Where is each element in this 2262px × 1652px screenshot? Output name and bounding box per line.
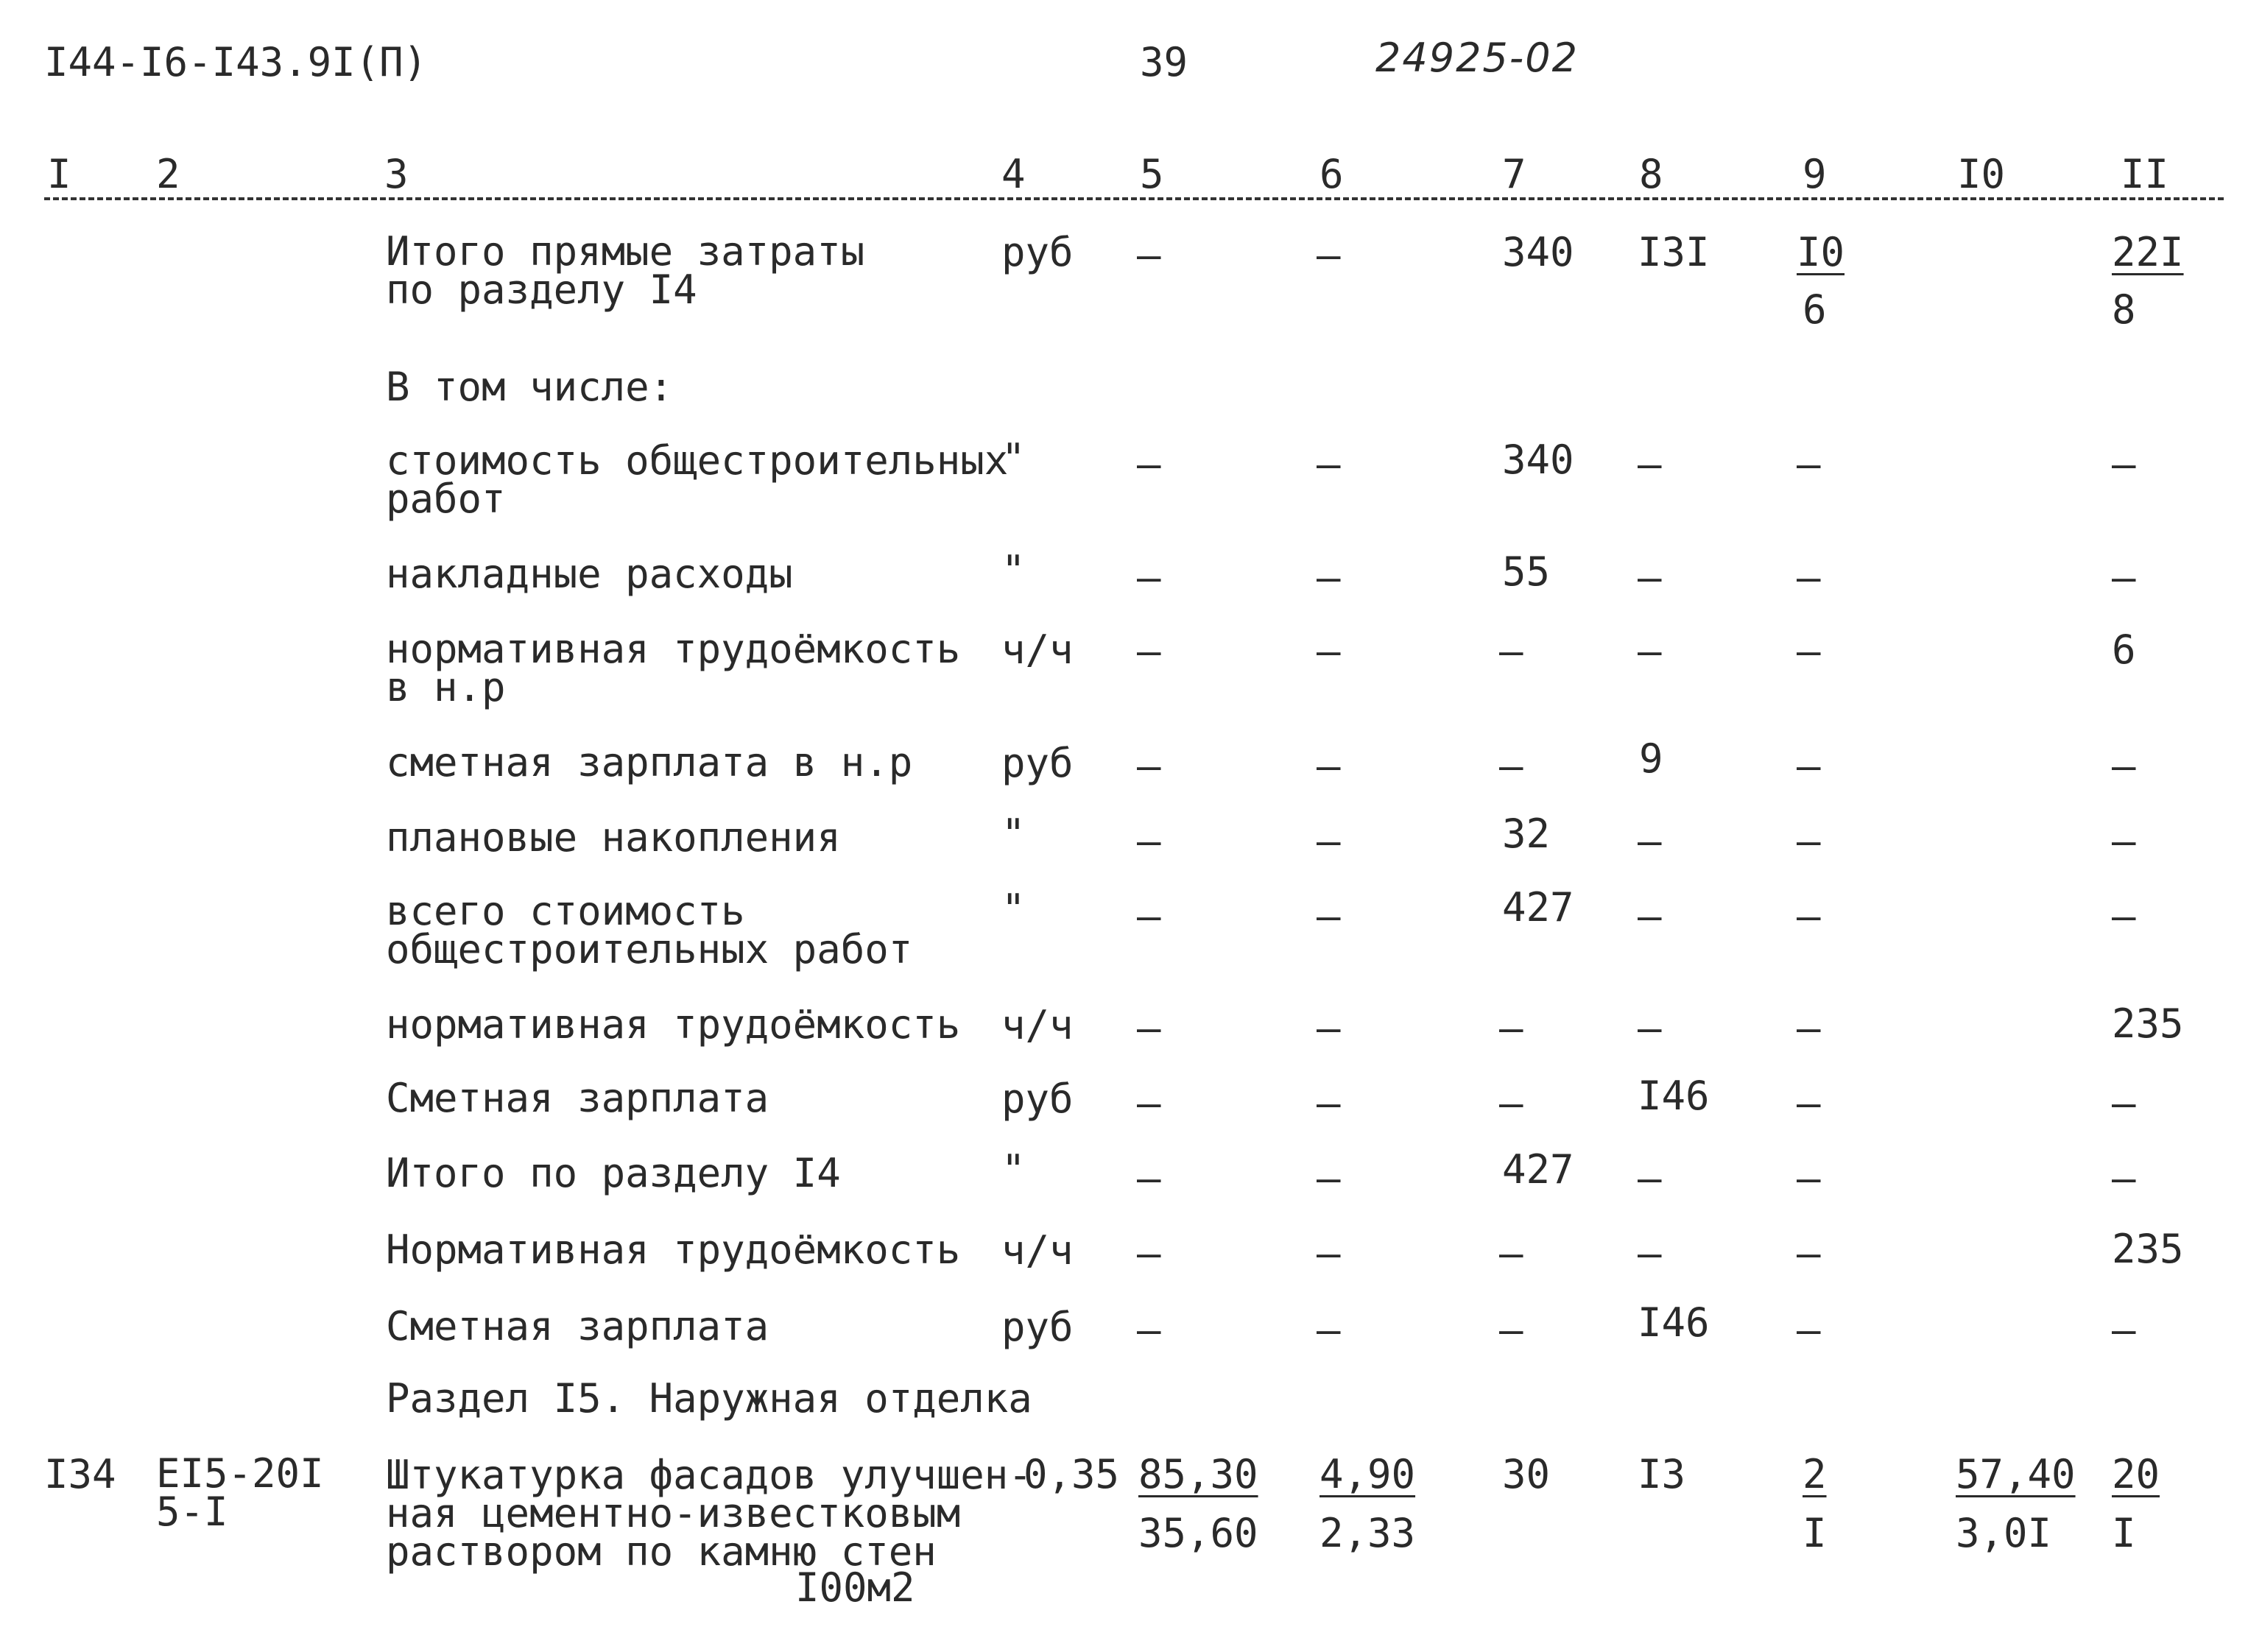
cell-col5: –	[1137, 1307, 1161, 1353]
cell-col10-numerator: 57,40	[1956, 1451, 2076, 1497]
cell-col7: –	[1499, 1005, 1523, 1051]
cell-col11-numerator: 22I	[2112, 229, 2184, 275]
row-description: Итого по разделу I4	[386, 1150, 841, 1196]
cell-col5: –	[1137, 1230, 1161, 1277]
cell-col8: –	[1638, 1230, 1662, 1277]
row-unit: ч/ч	[1001, 626, 1074, 673]
cell-col8: I3I	[1638, 229, 1710, 275]
cell-col6: –	[1317, 554, 1341, 601]
cell-col7: –	[1499, 743, 1523, 789]
cell-col8: –	[1638, 818, 1662, 864]
cell-col8: 9	[1639, 735, 1663, 782]
cell-col6: –	[1317, 1307, 1341, 1353]
cell-col8: –	[1638, 441, 1662, 487]
row-description: Сметная зарплата	[386, 1303, 769, 1349]
cell-col6-denominator: 2,33	[1320, 1510, 1416, 1556]
cell-col6: –	[1317, 893, 1341, 939]
cell-col9: –	[1797, 818, 1821, 864]
cell-col6: –	[1317, 1005, 1341, 1051]
cell-col11: 235	[2112, 1226, 2184, 1272]
cell-col10-denominator: 3,0I	[1956, 1510, 2052, 1556]
cell-col9: –	[1797, 1155, 1821, 1201]
cell-col9-numerator: I0	[1797, 229, 1845, 275]
cell-col7: –	[1499, 1230, 1523, 1277]
row-description: В том числе:	[386, 364, 674, 410]
col-header-9: 9	[1803, 151, 1827, 197]
cell-col7: 55	[1502, 548, 1551, 595]
col-header-7: 7	[1502, 151, 1526, 197]
cell-col8: –	[1638, 893, 1662, 939]
cell-col7: 340	[1502, 437, 1574, 483]
col-header-10: I0	[1957, 151, 2006, 197]
row-quantity: 0,35	[1023, 1451, 1120, 1497]
cell-col7: –	[1499, 1080, 1523, 1126]
cell-col9: –	[1797, 893, 1821, 939]
row-unit: "	[1001, 886, 1026, 932]
cell-col11: 6	[2112, 626, 2136, 673]
item-number: I34	[44, 1451, 116, 1497]
cell-col6-numerator: 4,90	[1320, 1451, 1416, 1497]
row-unit: руб	[1001, 1076, 1074, 1122]
cell-col11: –	[2112, 441, 2136, 487]
col-header-3: 3	[384, 151, 409, 197]
cell-col11-numerator: 20	[2112, 1451, 2160, 1497]
cell-col7: 427	[1502, 1146, 1574, 1193]
cell-col6: –	[1317, 232, 1341, 278]
cell-col8: –	[1638, 554, 1662, 601]
cell-col8: –	[1638, 1005, 1662, 1051]
col-header-8: 8	[1639, 151, 1663, 197]
cell-col5: –	[1137, 818, 1161, 864]
cell-col11: –	[2112, 1080, 2136, 1126]
row-unit: "	[1001, 547, 1026, 593]
cell-col7: –	[1499, 1307, 1523, 1353]
cell-col5: –	[1137, 1080, 1161, 1126]
col-header-11: II	[2121, 151, 2169, 197]
cell-col8: –	[1638, 628, 1662, 674]
cell-col5: –	[1137, 1155, 1161, 1201]
document-code: I44-I6-I43.9I(П)	[44, 39, 428, 85]
cell-col9: –	[1797, 554, 1821, 601]
row-unit: "	[1001, 811, 1026, 857]
header-divider	[44, 197, 2224, 200]
cell-col11-denominator: 8	[2112, 286, 2136, 333]
row-description: всего стоимость общестроительных работ	[386, 888, 913, 973]
row-description: стоимость общестроительных работ	[386, 437, 1009, 522]
description-unit: I00м2	[795, 1564, 915, 1611]
col-header-5: 5	[1140, 151, 1164, 197]
cell-col7: 340	[1502, 229, 1574, 275]
cell-col9: –	[1797, 743, 1821, 789]
cell-col5: –	[1137, 743, 1161, 789]
row-unit: руб	[1001, 1304, 1074, 1350]
section-heading: Раздел I5. Наружная отделка	[386, 1375, 1032, 1422]
cell-col6: –	[1317, 1080, 1341, 1126]
page-number: 39	[1140, 39, 1188, 85]
cell-col6: –	[1317, 743, 1341, 789]
cell-col8: I46	[1638, 1299, 1710, 1346]
row-unit: руб	[1001, 229, 1074, 275]
cell-col7: 427	[1502, 884, 1574, 931]
col-header-6: 6	[1320, 151, 1344, 197]
cell-col6: –	[1317, 441, 1341, 487]
cell-col6: –	[1317, 628, 1341, 674]
cell-col5-denominator: 35,60	[1138, 1510, 1258, 1556]
cell-col5: –	[1137, 628, 1161, 674]
cell-col9: –	[1797, 441, 1821, 487]
cell-col9-denominator: I	[1803, 1510, 1827, 1556]
cell-col5: –	[1137, 232, 1161, 278]
cell-col7: 30	[1502, 1451, 1551, 1497]
cell-col5: –	[1137, 893, 1161, 939]
cell-col11: –	[2112, 743, 2136, 789]
cell-col8: –	[1638, 1155, 1662, 1201]
cell-col11: –	[2112, 554, 2136, 601]
cell-col6: –	[1317, 818, 1341, 864]
cell-col6: –	[1317, 1155, 1341, 1201]
row-unit: ч/ч	[1001, 1227, 1074, 1274]
row-unit: ч/ч	[1001, 1002, 1074, 1048]
col-header-4: 4	[1001, 151, 1026, 197]
cell-col9: –	[1797, 1307, 1821, 1353]
cell-col5: –	[1137, 554, 1161, 601]
item-code: EI5-20I 5-I	[156, 1450, 324, 1535]
row-description: нормативная трудоёмкость	[386, 1001, 961, 1048]
row-description: Сметная зарплата	[386, 1075, 769, 1121]
col-header-2: 2	[156, 151, 180, 197]
cell-col6: –	[1317, 1230, 1341, 1277]
cell-col11: –	[2112, 1155, 2136, 1201]
cell-col11: 235	[2112, 1000, 2184, 1047]
row-unit: руб	[1001, 740, 1074, 786]
col-header-1: I	[47, 151, 71, 197]
cell-col7: –	[1499, 628, 1523, 674]
cell-col11: –	[2112, 893, 2136, 939]
cell-col7: 32	[1502, 811, 1551, 857]
cell-col8: I3	[1638, 1451, 1686, 1497]
cell-col11: –	[2112, 1307, 2136, 1353]
row-description: Итого прямые затраты по разделу I4	[386, 228, 865, 313]
cell-col11: –	[2112, 818, 2136, 864]
row-description: плановые накопления	[386, 814, 841, 861]
row-unit: "	[1001, 435, 1026, 481]
row-unit: "	[1001, 1146, 1026, 1193]
cell-col9-numerator: 2	[1803, 1451, 1827, 1497]
cell-col9: –	[1797, 1230, 1821, 1277]
cell-col9-denominator: 6	[1803, 286, 1827, 333]
cell-col9: –	[1797, 1005, 1821, 1051]
cell-col5: –	[1137, 441, 1161, 487]
cell-col8: I46	[1638, 1073, 1710, 1119]
handwritten-stamp: 24925-02	[1375, 35, 1579, 81]
cell-col9: –	[1797, 1080, 1821, 1126]
cell-col9: –	[1797, 628, 1821, 674]
row-description: Штукатурка фасадов улучшен- ная цементно-известковым раствором по камню стен	[386, 1452, 1032, 1575]
cell-col11-denominator: I	[2112, 1510, 2136, 1556]
cell-col5-numerator: 85,30	[1138, 1451, 1258, 1497]
row-description: накладные расходы	[386, 551, 793, 597]
row-description: Нормативная трудоёмкость	[386, 1226, 961, 1273]
cell-col5: –	[1137, 1005, 1161, 1051]
row-description: нормативная трудоёмкость в н.р	[386, 626, 961, 710]
row-description: сметная зарплата в н.р	[386, 739, 913, 786]
